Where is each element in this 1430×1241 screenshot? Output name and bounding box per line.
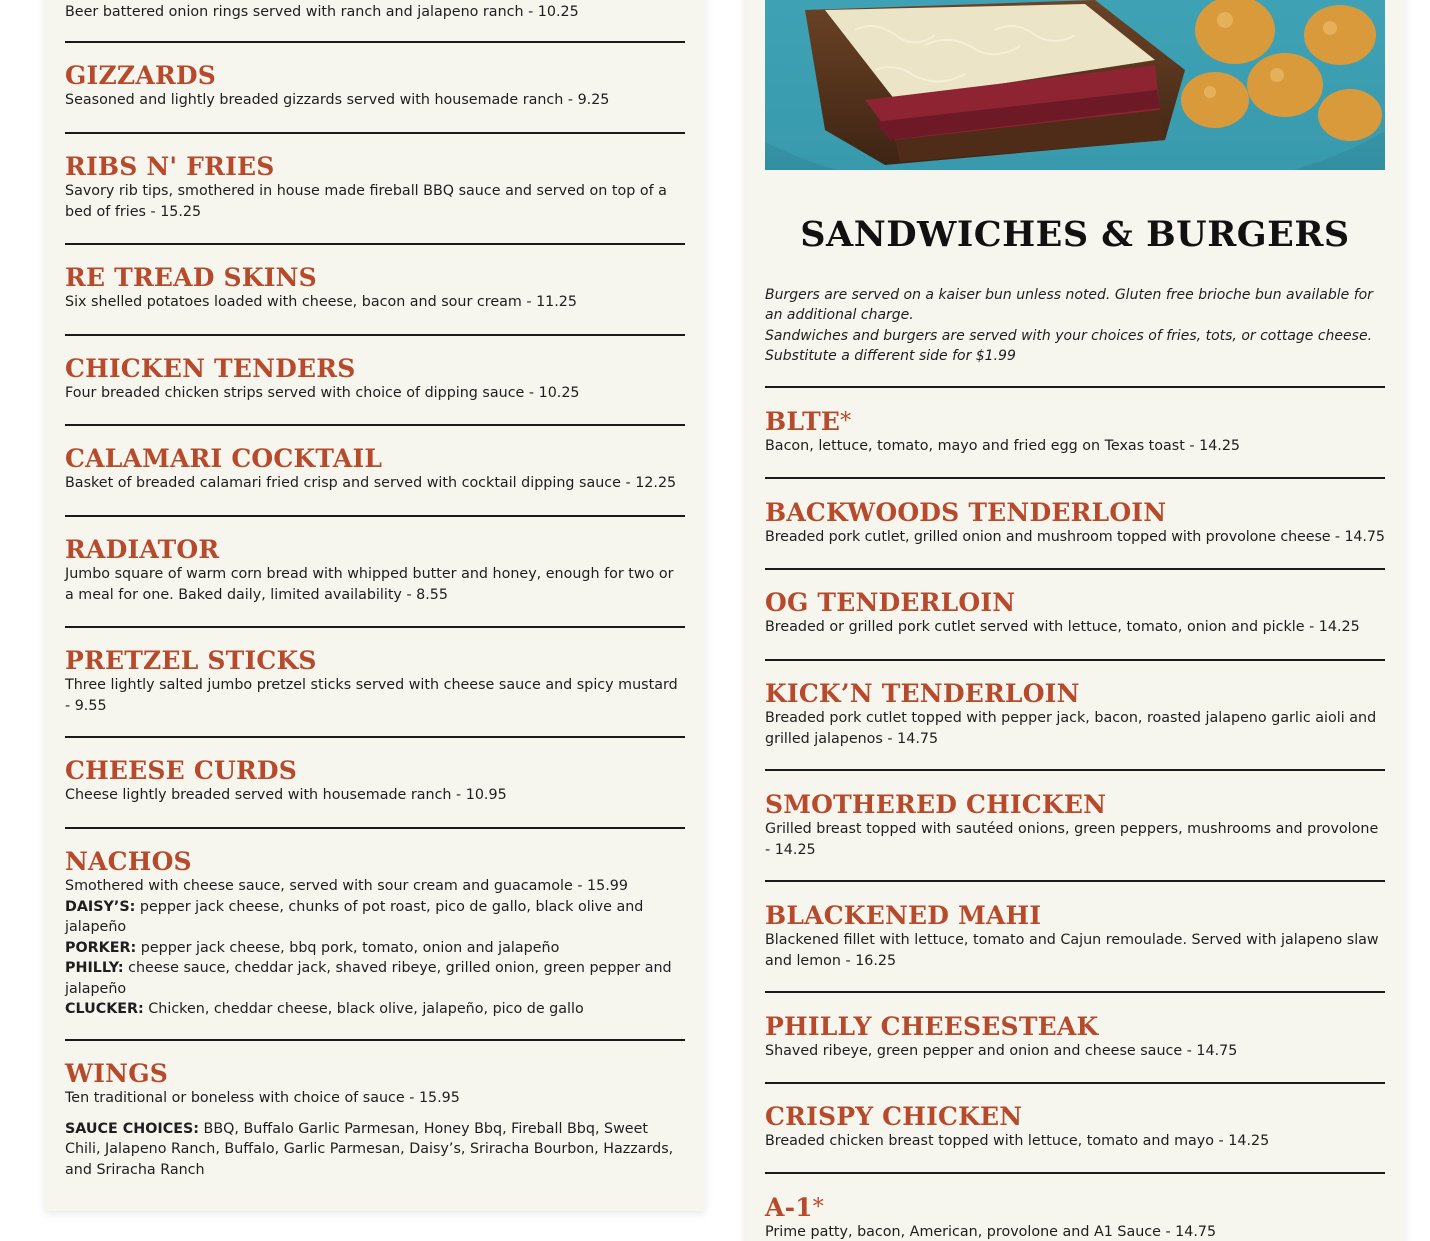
sandwiches-menu-card: [745, 0, 1405, 1241]
appetizers-menu-card: [45, 0, 705, 1211]
divider: [65, 515, 685, 517]
item-title: RE TREAD SKINS: [65, 263, 317, 292]
menu-item-pretzel-sticks: [65, 647, 685, 716]
item-description: Jumbo square of warm corn bread with whipped butter and honey, enough for two or a meal for one. Baked daily, limited availability - 8.55: [65, 566, 674, 603]
divider: [765, 386, 1385, 388]
option-label: CLUCKER:: [65, 1001, 144, 1017]
option-label: PHILLY:: [65, 960, 124, 976]
sauce-choices: [65, 1119, 685, 1181]
menu-item-gizzards: [65, 62, 685, 111]
star-mark: *: [840, 409, 852, 434]
item-description: Savory rib tips, smothered in house made fireball BBQ sauce and served on top of a bed of fries - 15.25: [65, 183, 667, 220]
section-title: SANDWICHES & BURGERS: [800, 214, 1350, 255]
menu-item-og-tenderloin: [765, 589, 1385, 638]
menu-item-ribs-n-fries: [65, 153, 685, 222]
divider: [765, 880, 1385, 882]
menu-item-smothered-chicken: [765, 791, 1385, 860]
item-title: RADIATOR: [65, 535, 220, 564]
item-description: Beer battered onion rings served with ranch and jalapeno ranch - 10.25: [65, 4, 579, 20]
item-description: Smothered with cheese sauce, served with sour cream and guacamole - 15.99: [65, 878, 628, 894]
sauce-choices-label: SAUCE CHOICES:: [65, 1120, 199, 1137]
divider: [65, 736, 685, 738]
divider: [65, 626, 685, 628]
option-text: cheese sauce, cheddar jack, shaved ribeye, grilled onion, green pepper and jalapeño: [65, 960, 672, 997]
divider: [765, 1172, 1385, 1174]
item-title: BLACKENED MAHI: [765, 901, 1042, 930]
item-description: Breaded pork cutlet topped with pepper jack, bacon, roasted jalapeno garlic aioli and grilled jalapenos - 14.75: [765, 710, 1377, 747]
menu-item-blte: [765, 408, 1385, 457]
option-text: pepper jack cheese, chunks of pot roast, pico de gallo, black olive and jalapeño: [65, 898, 644, 935]
item-title: BACKWOODS TENDERLOIN: [765, 498, 1167, 527]
nacho-option-daisys: [65, 897, 685, 938]
item-title: OG TENDERLOIN: [765, 588, 1016, 617]
note-line: Burgers are served on a kaiser bun unless noted. Gluten free brioche bun available for an additional charge.: [765, 287, 1373, 324]
divider: [65, 132, 685, 134]
nacho-option-porker: [65, 938, 685, 959]
item-title: RIBS N' FRIES: [65, 152, 275, 181]
divider: [65, 243, 685, 245]
menu-item-philly-cheesesteak: [765, 1013, 1385, 1062]
nacho-option-clucker: [65, 999, 685, 1020]
star-mark: *: [812, 1195, 824, 1220]
menu-item-blackened-mahi: [765, 902, 1385, 971]
option-text: Chicken, cheddar cheese, black olive, jalapeño, pico de gallo: [143, 1001, 584, 1017]
divider: [65, 41, 685, 43]
item-description: Grilled breast topped with sautéed onions, green peppers, mushrooms and provolone - 14.25: [765, 821, 1379, 858]
menu-item-radiator: [65, 536, 685, 605]
divider: [765, 991, 1385, 993]
item-description: Breaded pork cutlet, grilled onion and mushroom topped with provolone cheese - 14.75: [765, 529, 1385, 545]
item-title: GIZZARDS: [65, 61, 217, 90]
item-title: PHILLY CHEESESTEAK: [765, 1012, 1099, 1041]
menu-item-crispy-chicken: [765, 1103, 1385, 1152]
item-title: CHEESE CURDS: [65, 756, 298, 785]
menu-item-calamari-cocktail: [65, 445, 685, 494]
divider: [765, 568, 1385, 570]
item-title: SMOTHERED CHICKEN: [765, 790, 1107, 819]
sauce-choices-text: BBQ, Buffalo Garlic Parmesan, Honey Bbq, Fireball Bbq, Sweet Chili, Jalapeno Ranch, Buffalo, Garlic Parmesan, Daisy’s, Sriracha Bourbon, Hazzards, and Sriracha Ranch: [65, 1120, 674, 1178]
item-title: [765, 408, 1385, 436]
item-title: CHICKEN TENDERS: [65, 354, 356, 383]
divider: [765, 659, 1385, 661]
item-description: Ten traditional or boneless with choice of sauce - 15.95: [65, 1090, 460, 1106]
option-label: PORKER:: [65, 939, 137, 956]
divider: [65, 1039, 685, 1041]
divider: [65, 334, 685, 336]
item-title: WINGS: [65, 1059, 169, 1088]
menu-item-kickn-tenderloin: [765, 680, 1385, 749]
divider: [65, 424, 685, 426]
item-title: CALAMARI COCKTAIL: [65, 444, 383, 473]
item-description: Breaded or grilled pork cutlet served with lettuce, tomato, onion and pickle - 14.25: [765, 619, 1360, 635]
menu-item-re-tread-skins: [65, 264, 685, 313]
item-description: Three lightly salted jumbo pretzel sticks served with cheese sauce and spicy mustard - 9.55: [65, 677, 678, 714]
item-description: Bacon, lettuce, tomato, mayo and fried egg on Texas toast - 14.25: [765, 438, 1241, 454]
menu-item-wings: [65, 1060, 685, 1180]
divider: [765, 477, 1385, 479]
divider: [65, 827, 685, 829]
option-text: pepper jack cheese, bbq pork, tomato, onion and jalapeño: [136, 939, 560, 956]
menu-item-chicken-tenders: [65, 355, 685, 404]
item-description: Blackened fillet with lettuce, tomato and Cajun remoulade. Served with jalapeno slaw and lemon - 16.25: [765, 932, 1379, 969]
item-description: Seasoned and lightly breaded gizzards served with housemade ranch - 9.25: [65, 92, 610, 108]
reuben-sandwich-photo: [765, 0, 1385, 170]
item-description: Cheese lightly breaded served with housemade ranch - 10.95: [65, 787, 507, 803]
item-description: Basket of breaded calamari fried crisp and served with cocktail dipping sauce - 12.25: [65, 475, 677, 491]
note-line: Sandwiches and burgers are served with your choices of fries, tots, or cottage cheese. Substitute a different side for $1.99: [765, 327, 1373, 364]
option-label: DAISY’S:: [65, 898, 136, 915]
divider: [765, 769, 1385, 771]
item-title: PRETZEL STICKS: [65, 646, 317, 675]
item-description: Breaded chicken breast topped with lettuce, tomato and mayo - 14.25: [765, 1133, 1270, 1149]
menu-item-cheese-curds: [65, 757, 685, 806]
item-description: Four breaded chicken strips served with choice of dipping sauce - 10.25: [65, 385, 580, 401]
nacho-option-philly: [65, 958, 685, 999]
item-description: Six shelled potatoes loaded with cheese, bacon and sour cream - 11.25: [65, 294, 578, 310]
item-title: [765, 1194, 1385, 1222]
title-text: A-1: [765, 1193, 813, 1222]
menu-item-onion-rings: [65, 2, 685, 23]
title-text: BLTE: [765, 407, 841, 436]
menu-item-nachos: [65, 848, 685, 1020]
section-notes: [765, 285, 1385, 366]
divider: [765, 1082, 1385, 1084]
item-title: KICK’N TENDERLOIN: [765, 679, 1080, 708]
item-description: Prime patty, bacon, American, provolone and A1 Sauce - 14.75: [765, 1224, 1217, 1240]
menu-item-a1-burger: [765, 1194, 1385, 1241]
item-title: CRISPY CHICKEN: [765, 1102, 1023, 1131]
item-title: NACHOS: [65, 847, 192, 876]
item-description: Shaved ribeye, green pepper and onion and cheese sauce - 14.75: [765, 1043, 1238, 1059]
menu-item-backwoods-tenderloin: [765, 499, 1385, 548]
